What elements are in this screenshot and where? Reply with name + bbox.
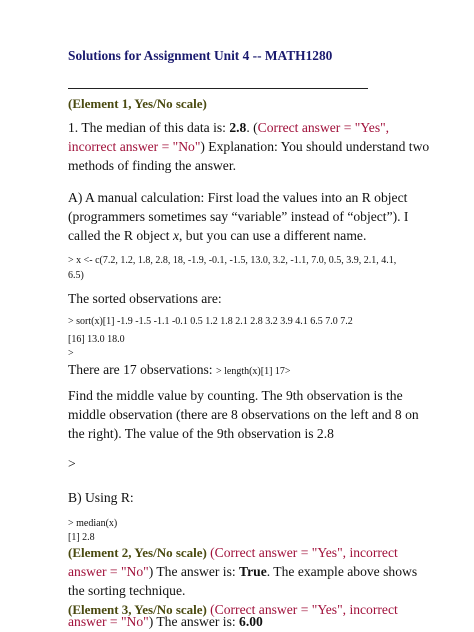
code-sort-line-3: >	[68, 348, 74, 359]
element-2-rest: . The example above shows	[266, 564, 418, 579]
element-2-line-1	[68, 543, 398, 562]
element-1-label: (Element 1, Yes/No scale)	[68, 96, 207, 111]
code-sort-line-1: > sort(x)[1] -1.9 -1.5 -1.1 -0.1 0.5 1.2 1.8 2.1 2.8 3.2 3.9 4.1 6.5 7.0 7.2	[68, 316, 353, 327]
observations-code: > length(x)[1] 17>	[215, 366, 291, 377]
sorted-label: The sorted observations are:	[68, 291, 222, 306]
observations-line	[68, 360, 291, 379]
code-assign-line-2: 6.5)	[68, 270, 84, 281]
part-a-text-end: , but you can use a different name.	[178, 228, 367, 243]
q1-intro: 1. The median of this data is:	[68, 120, 230, 135]
element-2-incorrect: answer = "No"	[68, 564, 149, 579]
element-3-answer-value: 6.00	[239, 614, 263, 629]
part-a-line-3	[68, 226, 366, 245]
middle-line-2: middle observation (there are 8 observations on the left and 8 on	[68, 407, 419, 422]
element-2-answer-value: True	[239, 564, 267, 579]
observations-text: There are 17 observations:	[68, 362, 216, 377]
part-b-label: B) Using R:	[68, 490, 134, 505]
prompt-symbol: >	[68, 456, 76, 471]
q1-line-1	[68, 118, 389, 137]
element-3-label: (Element 3, Yes/No scale)	[68, 602, 211, 617]
middle-line-1: Find the middle value by counting. The 9th observation is the	[68, 388, 403, 403]
q1-answer-value: 2.8	[229, 120, 247, 135]
element-2-answer-text: ) The answer is:	[148, 564, 240, 579]
part-a-line-1: A) A manual calculation: First load the values into an R object	[68, 190, 408, 205]
title-divider	[68, 88, 368, 89]
middle-line-3: the right). The value of the 9th observation is 2.8	[68, 426, 334, 441]
q1-incorrect-answer: incorrect answer = "No"	[68, 139, 201, 154]
element-2-label: (Element 2, Yes/No scale)	[68, 545, 211, 560]
q1-line-2	[68, 137, 429, 156]
code-median-line-2: [1] 2.8	[68, 532, 95, 543]
code-median-line-1: > median(x)	[68, 518, 118, 529]
code-sort-line-2: [16] 13.0 18.0	[68, 334, 125, 345]
object-name: x	[172, 228, 179, 243]
q1-explanation: ) Explanation: You should understand two	[200, 139, 430, 154]
code-assign-line-1: > x <- c(7.2, 1.2, 1.8, 2.8, 18, -1.9, -0.1, -1.5, 13.0, 3.2, -1.1, 7.0, 0.5, 3.9, 2.1, 4.1,	[68, 255, 397, 266]
part-a-line-2: (programmers sometimes say “variable” instead of “object”). I	[68, 209, 409, 224]
element-2-correct: (Correct answer = "Yes", incorrect	[210, 545, 398, 560]
q1-paren-open: (	[253, 120, 258, 135]
q1-correct-answer: Correct answer = "Yes",	[257, 120, 390, 135]
q1-dot: .	[246, 120, 254, 135]
q1-line-3: methods of finding the answer.	[68, 158, 237, 173]
part-a-text: called the R object	[68, 228, 173, 243]
element-3-line-2	[68, 612, 263, 631]
element-3-correct: (Correct answer = "Yes", incorrect	[210, 602, 398, 617]
element-2-line-3: the sorting technique.	[68, 583, 186, 598]
element-2-line-2	[68, 562, 417, 581]
element-3-incorrect: answer = "No"	[68, 614, 149, 629]
element-3-answer-text: ) The answer is:	[148, 614, 240, 629]
page-title: Solutions for Assignment Unit 4 -- MATH1280	[68, 48, 333, 63]
